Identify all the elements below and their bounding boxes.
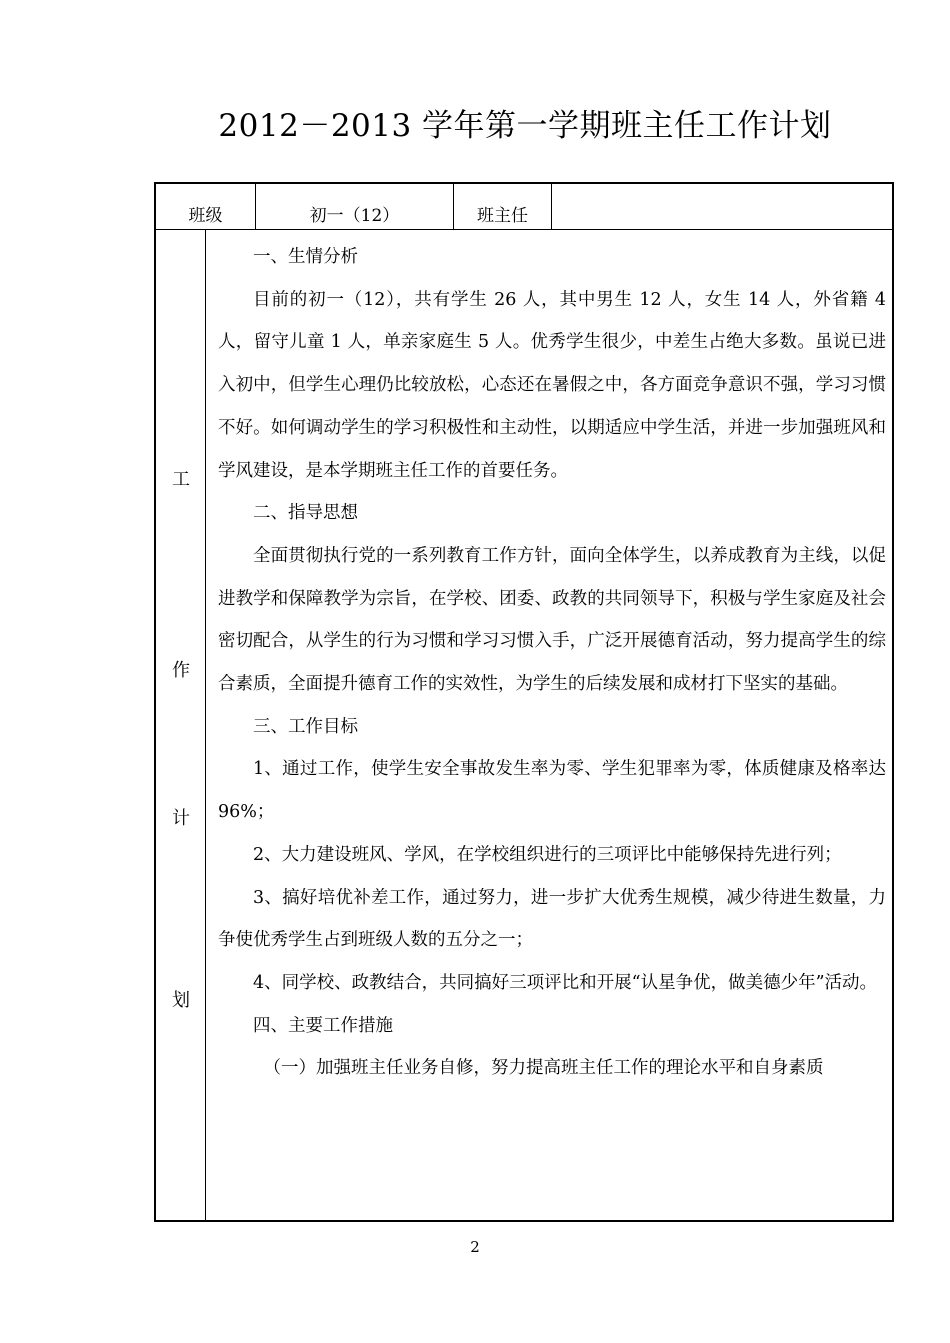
goal-item: 3、搞好培优补差工作，通过努力，进一步扩大优秀生规模，减少待进生数量，力争使优秀学生占到班级人数的五分之一； bbox=[218, 887, 886, 951]
section-heading: 二、指导思想 bbox=[253, 503, 358, 524]
side-label-char: 作 bbox=[172, 660, 190, 681]
side-label-char: 划 bbox=[172, 990, 190, 1011]
plan-table bbox=[154, 182, 894, 1222]
goal-item: 4、同学校、政教结合，共同搞好三项评比和开展“认星争优，做美德少年”活动。 bbox=[253, 972, 878, 993]
document-title: 2012－2013 学年第一学期班主任工作计划 bbox=[218, 108, 832, 144]
goal-item: 1、通过工作，使学生安全事故发生率为零、学生犯罪率为零，体质健康及格率达 96%； bbox=[218, 759, 886, 823]
goal-item: 2、大力建设班风、学风，在学校组织进行的三项评比中能够保持先进行列； bbox=[253, 844, 842, 865]
section-heading: 三、工作目标 bbox=[253, 716, 358, 737]
side-label-column bbox=[156, 230, 206, 1220]
page-number: 2 bbox=[470, 1238, 480, 1256]
teacher-value bbox=[552, 184, 892, 230]
side-label-char: 计 bbox=[172, 808, 190, 829]
class-value: 初一（12） bbox=[256, 184, 454, 230]
class-label: 班级 bbox=[156, 184, 256, 230]
section-heading: 一、生情分析 bbox=[253, 247, 358, 267]
paragraph: 目前的初一（12），共有学生 26 人，其中男生 12 人，女生 14 人，外省籍 4 人，留守儿童 1 人，单亲家庭生 5 人。优秀学生很少，中差生占绝大多数。虽说已进入初中，但学生心理仍比较放松，心态还在暑假之中，各方面竞争意识不强，学习习惯不好。如何调动学生的学习积极性和主动性，以期适应中学生活，并进一步加强班风和学风建设，是本学期班主任工作的首要任务。 bbox=[218, 289, 886, 481]
sub-heading: （一）加强班主任业务自修，努力提高班主任工作的理论水平和自身素质 bbox=[263, 1058, 824, 1079]
plan-content bbox=[218, 236, 886, 1090]
teacher-label: 班主任 bbox=[454, 184, 552, 230]
side-label-char: 工 bbox=[172, 469, 190, 490]
paragraph: 全面贯彻执行党的一系列教育工作方针，面向全体学生，以养成教育为主线，以促进教学和保障教学为宗旨，在学校、团委、政教的共同领导下，积极与学生家庭及社会密切配合，从学生的行为习惯和学习习惯入手，广泛开展德育活动，努力提高学生的综合素质，全面提升德育工作的实效性，为学生的后续发展和成材打下坚实的基础。 bbox=[218, 545, 886, 695]
section-heading: 四、主要工作措施 bbox=[253, 1015, 393, 1036]
